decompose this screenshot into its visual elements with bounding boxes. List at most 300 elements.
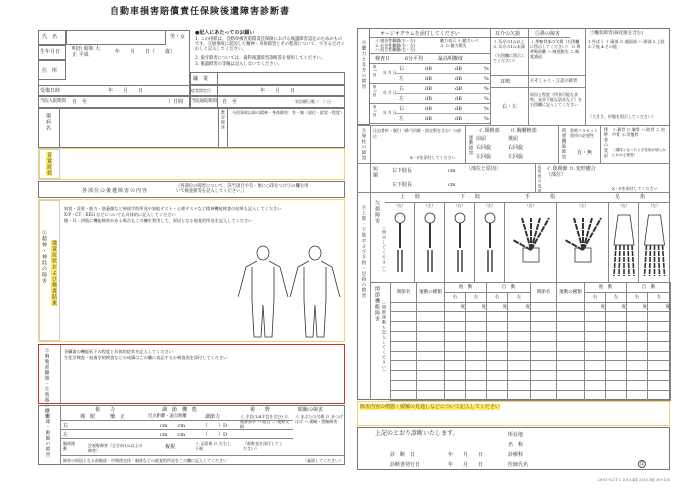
hearing-test-date[interactable]: 年 月 日 [383, 70, 397, 75]
rrot-label: 右回旋 [476, 145, 492, 151]
joint-cell[interactable] [417, 390, 445, 400]
left-eye-label: 左 [63, 432, 69, 438]
joint-cell[interactable] [487, 331, 508, 341]
joint-cell[interactable] [445, 341, 466, 351]
joint-cell[interactable] [391, 390, 417, 400]
gaze-field-option[interactable]: 注視野障害（全方向1/2以上の障害） [88, 443, 143, 453]
s1-instruction-1: 知覚・反射・筋力・筋萎縮など神経学的所見や知能テスト・心理テストなど精神機能検査の結果も記入してください [64, 206, 282, 211]
joint-cell[interactable] [487, 341, 508, 351]
hearing-test-date[interactable]: 年 月 日 [383, 90, 397, 95]
dob-label: 生年月日 [40, 49, 61, 55]
joint-cell[interactable] [606, 371, 627, 381]
joint-name-header: 関節名 [391, 283, 417, 303]
joint-cell[interactable] [627, 380, 648, 390]
s1-instruction-2: X-P・CT・EEG などについても具体的に記入してください [64, 212, 176, 217]
left-header: 左 [648, 292, 671, 302]
diagnosis-label: 傷病名 [45, 113, 51, 131]
speech-note: 原因と程度（摂食可能な食物、発音不能な語音など）を右図欄に記入してください [530, 92, 582, 107]
degree-unit: 度 [508, 302, 531, 312]
joint-cell[interactable] [417, 380, 445, 390]
joint-cell[interactable] [445, 322, 466, 332]
ear-side: 右 [399, 106, 405, 112]
nose-options[interactable]: イ.鼻軟骨部の欠損（右図欄に図示してください） ロ.鼻呼吸困難 ハ.嗅覚脱失 ニ.嗅覚減退 [530, 39, 581, 59]
leg-diagram[interactable] [445, 202, 475, 282]
joint-cell[interactable] [417, 312, 445, 322]
joint-cell[interactable] [585, 390, 606, 400]
near-far-label: 近点距離・遠点距離 [148, 414, 187, 419]
degree-unit: 度 [585, 302, 606, 312]
inpatient-from-to: 自 至 [72, 99, 88, 105]
scar-note: （大きさ、形態を図示してください） [588, 114, 656, 119]
subjective-symptoms-label: 自覚症状 [46, 152, 52, 176]
long-bone-label: 長管骨の変形 [538, 165, 543, 194]
lrot-label: 左回旋 [476, 154, 492, 160]
form-title: 自動車損害賠償責任保険後遺障害診断書 [110, 7, 291, 17]
section-header: 各部位の後遺障害の内容 [82, 188, 149, 194]
limb-fingers: 手 指 [525, 194, 556, 200]
left-header: 左 [466, 292, 487, 302]
hearing-test-date[interactable]: 年 月 日 [383, 110, 397, 115]
defect-label: 欠損障害 [374, 200, 380, 224]
s3-label: ③眼球・眼瞼の障害 [45, 408, 50, 458]
joint-row [391, 371, 671, 381]
note-2: 2. 歯牙障害については、歯科後遺障害診断書を使用してください。 [195, 56, 325, 61]
s4-label: ④聴力と耳介の障害 [361, 40, 366, 90]
eye-cause-note: 障害の原因となる前眼部・中間透光体・眼底などの他覚的所見をこの欄に記入してください [63, 458, 227, 463]
speech-pct[interactable]: % [484, 96, 489, 102]
joint-cell[interactable] [627, 312, 648, 322]
form-code: 26-01-0211-2 2015.4改 2015.5版 30×130 [597, 478, 670, 482]
avg-db[interactable]: dB [425, 116, 432, 122]
joint-cell[interactable] [606, 361, 627, 371]
outpatient-from-to: 自 至 [222, 99, 238, 105]
sex-option[interactable]: 男・女 [170, 34, 186, 40]
joint-cell[interactable] [487, 380, 508, 390]
joint-cell[interactable] [391, 312, 417, 322]
joint-cell[interactable] [585, 351, 606, 361]
joint-cell[interactable] [508, 331, 531, 341]
auricle-header: 耳介の欠損 [495, 31, 521, 37]
address-field[interactable] [66, 60, 190, 80]
degree-unit: 度 [466, 302, 487, 312]
outpatient-label: 当院通院期間 [191, 99, 217, 104]
long-bone-xp-note: X・Pを添付してください [612, 186, 658, 191]
hearing-type-options[interactable]: イ.感音性難聴(右・左) ロ.伝音性難聴(右・左) ハ.混合性難聴(右・左) [375, 38, 416, 52]
s2-label: ②胸腹部臓器・生殖器の障害 [44, 348, 49, 420]
joint-cell[interactable] [487, 351, 508, 361]
speech-pct[interactable]: % [484, 76, 489, 82]
joint-cell[interactable] [606, 390, 627, 400]
s1-highlight: 他覚症状および検査結果 [51, 240, 57, 306]
long-bone-site[interactable]: （部位） [546, 172, 567, 178]
joint-rom-table [390, 282, 671, 401]
joint-cell[interactable] [531, 390, 557, 400]
joint-cell[interactable] [466, 380, 487, 390]
issue-date-field[interactable]: 年 月 日 [448, 462, 484, 468]
joint-cell[interactable] [606, 331, 627, 341]
hearing-method-options[interactable]: 聴力表示 イ.聴力レベル ロ.聴力損失 [440, 38, 479, 48]
ear-side: 左 [399, 76, 405, 82]
joint-cell[interactable] [627, 341, 648, 351]
name-label: 氏 名 [42, 34, 58, 40]
prognosis-label: 障害内容の増悪・緩解の見通しなどについて記入してください [360, 404, 500, 410]
joint-row [391, 322, 671, 332]
joint-cell[interactable] [445, 380, 466, 390]
speech-db[interactable]: dB [455, 96, 462, 102]
joint-cell[interactable] [648, 322, 671, 332]
foot-bones-icon [609, 210, 639, 280]
joint-cell[interactable] [648, 361, 671, 371]
field-options[interactable]: イ.半盲(1/4半盲を含む) ロ.視野狭窄 ハ.暗点 ニ.視野欠損 [240, 414, 290, 429]
dept-label: 診療科 [508, 452, 524, 458]
eyelid-options[interactable]: イ.まぶたの欠損 ロ.まつげはげ ハ.開瞼・閉瞼障害 [295, 414, 343, 424]
joint-cell[interactable] [585, 331, 606, 341]
eye-movement-label: 眼球運動 [63, 441, 75, 451]
diplopia-options[interactable]: イ.正面視 ロ.左右上下視 [195, 441, 231, 451]
inpatient-days[interactable]: ）日間 [168, 99, 184, 105]
speech-db[interactable]: dB [455, 106, 462, 112]
s1-label: ①精神・神経の障害 [41, 230, 47, 284]
side-label: （右） [454, 203, 466, 208]
joint-cell[interactable] [417, 351, 445, 361]
right-header: 右 [487, 292, 508, 302]
joint-cell[interactable] [585, 361, 606, 371]
power-label: 調節力 [205, 414, 221, 420]
job-label: 職 業 [193, 76, 209, 82]
joint-row [391, 312, 671, 322]
joint-cell[interactable] [466, 331, 487, 341]
joint-cell[interactable] [487, 322, 508, 332]
hand-diagram[interactable] [557, 202, 609, 282]
joint-cell[interactable] [557, 322, 585, 332]
side-label: （右） [525, 203, 537, 208]
joint-cell[interactable] [531, 331, 557, 341]
joint-cell[interactable] [557, 371, 585, 381]
shortening-site[interactable]: （部位と原因） [466, 166, 502, 172]
preexisting-note[interactable]: 今回事故以前の精神・身体障害：有・無（部位・症状・程度） [232, 110, 344, 115]
eyelid-header: 眼瞼の障害 [298, 407, 324, 413]
joint-cell[interactable] [606, 322, 627, 332]
corrected-label: 矯 正 [110, 414, 126, 420]
joint-cell[interactable] [508, 322, 531, 332]
right-diopter[interactable]: （ ）D [203, 423, 228, 429]
rrot-label-2: 右回旋 [508, 145, 524, 151]
left-diopter[interactable]: （ ）D [203, 432, 228, 438]
joint-cell[interactable] [391, 331, 417, 341]
tinnitus-side[interactable]: 右・左 [502, 104, 518, 110]
s2-instruction-2: 生化学検査・血液学的検査などの成績はこの欄に表記するか検査表を添付してください [64, 355, 228, 360]
joint-cell[interactable] [466, 312, 487, 322]
avg-db[interactable]: dB [425, 106, 432, 112]
joint-cell[interactable] [557, 312, 585, 322]
joint-cell[interactable] [648, 312, 671, 322]
right-near-far[interactable]: cm cm [160, 423, 186, 429]
side-label: （左） [424, 203, 436, 208]
hand-diagram[interactable] [505, 202, 557, 282]
joint-cell[interactable] [466, 322, 487, 332]
name-field[interactable] [66, 30, 166, 45]
joint-cell[interactable] [391, 361, 417, 371]
joint-cell[interactable] [557, 341, 585, 351]
body-front-figure [238, 246, 288, 337]
joint-cell[interactable] [531, 380, 557, 390]
joint-cell[interactable] [445, 371, 466, 381]
speech-pct[interactable]: % [484, 66, 489, 72]
hearing-test-label: 第1回 [373, 65, 377, 78]
lrot-label-2: 左回旋 [508, 154, 524, 160]
speech-pct[interactable]: % [484, 106, 489, 112]
joint-cell[interactable] [391, 371, 417, 381]
motion-type-header: 運動の種類 [417, 283, 445, 303]
joint-cell[interactable] [391, 341, 417, 351]
joint-cell[interactable] [585, 322, 606, 332]
rom-label: 運動障害 [468, 135, 473, 157]
side-label: （左） [484, 203, 496, 208]
joint-cell[interactable] [445, 361, 466, 371]
speech-pct[interactable]: % [484, 86, 489, 92]
preexisting-label: 既存障害 [221, 110, 226, 130]
joint-cell[interactable] [557, 361, 585, 371]
arm-bones-icon [385, 210, 415, 280]
joint-cell[interactable] [606, 380, 627, 390]
joint-cell[interactable] [627, 351, 648, 361]
joint-cell[interactable] [531, 351, 557, 361]
hand-bones-icon [557, 210, 609, 280]
auricle-options[interactable]: イ.耳介の1/2以上 ロ.耳介の1/2未満 [493, 39, 525, 49]
joint-cell[interactable] [627, 390, 648, 400]
left-header: 左 [606, 292, 627, 302]
passive-header: 他 動 [585, 283, 627, 293]
body-back-figure [290, 246, 340, 337]
s9-label: ⑨上肢・下肢および手指・足指の障害 [361, 205, 366, 299]
auricle-note: （右図欄に図示してください） [493, 53, 525, 63]
joint-row [391, 361, 671, 371]
attach-field-chart-note: （視野表を添付してください） [243, 441, 283, 451]
joint-cell[interactable] [487, 390, 508, 400]
joint-cell[interactable] [508, 312, 531, 322]
trunk-label: 体幹骨の変形 [603, 127, 608, 159]
arm-diagram[interactable] [385, 202, 415, 282]
speech-db[interactable]: dB [455, 76, 462, 82]
limb-toes: 足 指 [615, 194, 646, 200]
joint-cell[interactable] [627, 371, 648, 381]
joint-cell[interactable] [606, 312, 627, 322]
joint-cell[interactable] [648, 351, 671, 361]
motion-type-header: 運動の種類 [557, 283, 585, 303]
joint-cell[interactable] [417, 361, 445, 371]
avg-db[interactable]: dB [425, 66, 432, 72]
spine-label: ⑧脊柱の障害 [361, 128, 366, 161]
scar-header: ⑦醜状障害(採皮痕を含む) [590, 31, 644, 36]
avg-db[interactable]: dB [425, 76, 432, 82]
nose-header: ⑤鼻の障害 [535, 31, 561, 37]
joint-cell[interactable] [508, 371, 531, 381]
joint-cell[interactable] [391, 380, 417, 390]
joint-cell[interactable] [508, 361, 531, 371]
joint-cell[interactable] [531, 361, 557, 371]
joint-cell[interactable] [417, 331, 445, 341]
certification-text: 上記のとおり診断いたします。 [375, 430, 459, 437]
load-label: 荷重機能障害 [561, 128, 566, 160]
degree-unit: 度 [487, 302, 508, 312]
speech-pct[interactable]: % [484, 116, 489, 122]
foot-bones-icon [639, 210, 670, 280]
speech-db[interactable]: dB [455, 66, 462, 72]
defect-note: （図示してください） [382, 225, 387, 275]
ear-side: 左 [399, 96, 405, 102]
test-date-header: 検査日 [375, 56, 391, 62]
thoracolumbar-header: ロ.胸腰椎部 [510, 128, 537, 134]
issue-date-label: 診断書発行日 [390, 462, 421, 468]
passive-header: 他 動 [445, 283, 487, 293]
avg6-header: 6分平均 [405, 56, 424, 62]
joint-cell[interactable] [508, 390, 531, 400]
inpatient-label: 当院入院期間 [40, 99, 66, 104]
joint-cell[interactable] [466, 341, 487, 351]
joint-cell[interactable] [531, 322, 557, 332]
degree-unit: 度 [445, 302, 466, 312]
degree-unit: 度 [606, 302, 627, 312]
foot-diagram[interactable] [639, 202, 670, 282]
joint-cell[interactable] [391, 322, 417, 332]
joint-cell[interactable] [557, 390, 585, 400]
joint-cell[interactable] [585, 312, 606, 322]
outpatient-days[interactable]: 実治療日数（ ）日 [295, 99, 331, 104]
active-header: 自 動 [487, 283, 531, 293]
era-options[interactable]: 明治 昭和 大正 平成 [72, 46, 101, 58]
degree-unit: 度 [648, 302, 671, 312]
joint-cell[interactable] [445, 351, 466, 361]
subjective-symptoms-field[interactable] [38, 148, 345, 180]
limb-upper: 上 肢 [400, 194, 421, 200]
joint-row [391, 380, 671, 390]
shortening-label: 短縮 [372, 166, 378, 178]
injury-date-field[interactable]: 年 月 日 [108, 88, 144, 94]
limb-lower: 下 肢 [460, 194, 481, 200]
joint-cell[interactable] [417, 322, 445, 332]
joint-cell[interactable] [627, 331, 648, 341]
left-header: 左 [508, 292, 531, 302]
joint-cell[interactable] [391, 351, 417, 361]
ear-side: 右 [399, 66, 405, 72]
hearing-test-label: 第2回 [373, 85, 377, 98]
ear-side: 右 [399, 86, 405, 92]
leg-diagram[interactable] [475, 202, 505, 282]
joint-cell[interactable] [531, 312, 557, 322]
joint-cell[interactable] [508, 341, 531, 351]
joint-cell[interactable] [508, 351, 531, 361]
spine-xp-note: X・Pを添付してください [410, 155, 456, 160]
joint-cell[interactable] [585, 371, 606, 381]
speech-db[interactable]: dB [455, 86, 462, 92]
joint-cell[interactable] [648, 341, 671, 351]
joint-cell[interactable] [648, 380, 671, 390]
joint-cell[interactable] [557, 380, 585, 390]
side-label: （右） [394, 203, 406, 208]
joint-cell[interactable] [417, 371, 445, 381]
active-header: 自 動 [627, 283, 671, 293]
joint-row [391, 331, 671, 341]
joint-cell[interactable] [557, 351, 585, 361]
joint-cell[interactable] [557, 331, 585, 341]
s2-instruction-1: 各臓器の機能低下の程度と具体的症状を記入してください [64, 349, 173, 354]
symptom-fixed-label: 症状固定日 [191, 88, 211, 93]
tinnitus-label: 耳鳴 [500, 79, 511, 85]
joint-cell[interactable] [627, 361, 648, 371]
joint-cell[interactable] [466, 361, 487, 371]
joint-cell[interactable] [648, 371, 671, 381]
long-bone-options[interactable]: イ.偽関節 ロ.変形癒合 [546, 166, 596, 172]
seal-mark: 印 [639, 462, 645, 467]
left-leg-cm[interactable]: cm [448, 182, 456, 188]
joint-cell[interactable] [445, 312, 466, 322]
joint-cell[interactable] [487, 361, 508, 371]
joint-row [391, 341, 671, 351]
accommodation-header: 調 節 機 能 [162, 407, 198, 413]
leg-bones-icon [445, 210, 475, 280]
joint-cell[interactable] [466, 351, 487, 361]
joint-cell[interactable] [531, 371, 557, 381]
leg-bones-icon [475, 210, 505, 280]
joint-cell[interactable] [585, 341, 606, 351]
joint-note: （関節運動も記入してください） [382, 300, 387, 375]
joint-cell[interactable] [585, 380, 606, 390]
foot-diagram[interactable] [609, 202, 639, 282]
note-1: 1. この用紙は、自動車損害賠償責任保険における後遺障害認定のためのものです。交通事故に起因した精神・身体障害とその程度について、できるだけくわしく記入してください。 [195, 37, 345, 52]
joint-cell[interactable] [648, 390, 671, 400]
joint-cell[interactable] [466, 390, 487, 400]
side-label: （左） [648, 203, 660, 208]
arm-diagram[interactable] [415, 202, 445, 282]
avg-db[interactable]: dB [425, 96, 432, 102]
joint-name-header: 関節名 [531, 283, 557, 303]
joint-cell[interactable] [606, 341, 627, 351]
trunk-options[interactable]: イ.鎖骨 ロ.胸骨 ハ.肋骨 ニ.肩甲骨 ホ.骨盤骨 [612, 127, 665, 137]
left-near-far[interactable]: cm cm [160, 432, 186, 438]
speech-db[interactable]: dB [455, 116, 462, 122]
diag-date-field[interactable]: 年 月 日 [448, 452, 484, 458]
joint-cell[interactable] [417, 341, 445, 351]
joint-cell[interactable] [508, 380, 531, 390]
corset-yn[interactable]: 有・無 [577, 150, 593, 156]
hand-bones-icon [505, 210, 557, 280]
injury-date-label: 受傷日時 [40, 88, 61, 94]
right-leg-cm[interactable]: cm [448, 168, 456, 174]
joint-cell[interactable] [531, 341, 557, 351]
field-header: 視 野 [250, 407, 271, 413]
avg-db[interactable]: dB [425, 86, 432, 92]
turn-over-note: （裏面してください） [303, 458, 343, 463]
hearing-test-label: 第3回 [373, 105, 377, 118]
dob-field[interactable]: 年 月 日（ 歳） [115, 49, 176, 55]
scar-options[interactable]: 1.外ぼう イ.頭部 ロ.顔面部 ハ.頸部 2.上肢 3.下肢 4.その他 [588, 39, 665, 49]
right-leg-label: 右下肢長 [392, 168, 413, 174]
joint-cell[interactable] [627, 322, 648, 332]
joint-cell[interactable] [606, 351, 627, 361]
joint-cell[interactable] [445, 331, 466, 341]
joint-cell[interactable] [487, 371, 508, 381]
joint-row [391, 390, 671, 400]
body-diagram[interactable] [238, 245, 343, 340]
section-note: （各部位の障害について、該当項目や有・無に○印をつけ①の欄を用いて検査値等を記入してください。） [176, 184, 309, 194]
joint-cell[interactable] [648, 331, 671, 341]
joint-cell[interactable] [445, 390, 466, 400]
symptom-fixed-field[interactable]: 年 月 日 [260, 88, 296, 94]
doctor-label: 医師氏名 [508, 462, 529, 468]
joint-cell[interactable] [466, 371, 487, 381]
diplopia-label: 複視 [165, 444, 176, 450]
joint-cell[interactable] [487, 312, 508, 322]
